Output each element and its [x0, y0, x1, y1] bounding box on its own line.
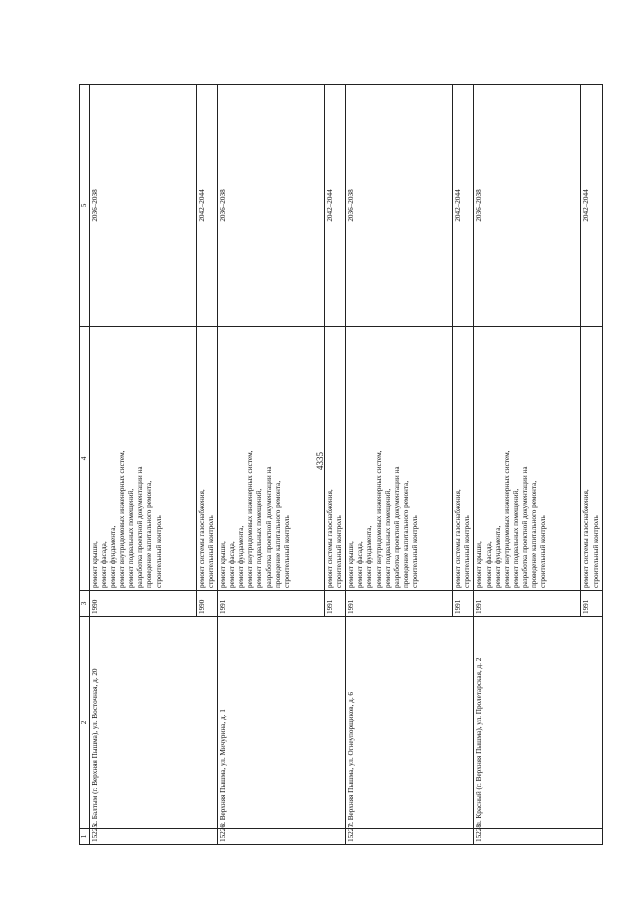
- commissioning-year: 1990: [90, 591, 197, 617]
- repair-work-item: ремонт фундамента,: [365, 525, 374, 588]
- repair-work-item: ремонт фасада,: [484, 541, 493, 588]
- repair-work-item: ремонт фасада,: [100, 541, 109, 588]
- repair-work-item: ремонт фундамента,: [237, 525, 246, 588]
- repair-work-item: разработка проектной документации на: [520, 466, 529, 588]
- repair-work-item: разработка проектной документации на: [392, 466, 401, 588]
- register-body: [90, 85, 603, 845]
- commissioning-year: 1991: [453, 591, 474, 617]
- repair-work-item: ремонт крыши,: [475, 541, 484, 588]
- repair-work-item: проведение капитального ремонта,: [273, 480, 282, 588]
- repair-work-item: строительный контроль: [207, 515, 216, 588]
- building-address: п. Красный (г. Верхняя Пышма), ул. Пролетарская, д. 2: [474, 617, 602, 829]
- planned-period: 2036–2038: [90, 85, 197, 327]
- repair-work-item: ремонт крыши,: [219, 541, 228, 588]
- commissioning-year: 1991: [346, 591, 453, 617]
- repair-works-list: [218, 327, 325, 591]
- repair-work-item: проведение капитального ремонта,: [401, 480, 410, 588]
- row-number: 15227.: [346, 829, 474, 845]
- repair-work-item: разработка проектной документации на: [136, 466, 145, 588]
- repair-work-item: ремонт внутридомовых инженерных систем,: [118, 450, 127, 588]
- planned-period: 2042–2044: [453, 85, 474, 327]
- repair-work-item: ремонт системы газоснабжения,: [582, 489, 591, 588]
- repair-work-item: ремонт внутридомовых инженерных систем,: [246, 450, 255, 588]
- planned-period: 2036–2038: [474, 85, 581, 327]
- table-row: [218, 85, 325, 845]
- repair-work-item: строительный контроль: [538, 515, 547, 588]
- building-address: г. Верхняя Пышма, ул. Мичурина, д. 1: [218, 617, 346, 829]
- table-row: [474, 85, 581, 845]
- repair-work-item: ремонт внутридомовых инженерных систем,: [374, 450, 383, 588]
- repair-work-item: строительный контроль: [282, 515, 291, 588]
- commissioning-year: 1991: [581, 591, 602, 617]
- repair-work-item: разработка проектной документации на: [264, 466, 273, 588]
- repair-work-item: ремонт крыши,: [91, 541, 100, 588]
- repair-work-item: строительный контроль: [154, 515, 163, 588]
- planned-period: 2036–2038: [218, 85, 325, 327]
- page-number: 4335: [315, 452, 325, 470]
- repair-work-item: ремонт системы газоснабжения,: [198, 489, 207, 588]
- capital-repair-register-table: [79, 84, 603, 845]
- row-number: 15226.: [218, 829, 346, 845]
- repair-works-list: [474, 327, 581, 591]
- planned-period: 2042–2044: [197, 85, 218, 327]
- repair-work-item: ремонт фасада,: [356, 541, 365, 588]
- commissioning-year: 1991: [325, 591, 346, 617]
- planned-period: 2042–2044: [325, 85, 346, 327]
- repair-work-item: проведение капитального ремонта,: [529, 480, 538, 588]
- column-numbers-row: [80, 85, 90, 845]
- repair-work-item: строительный контроль: [335, 515, 344, 588]
- row-number: 15225.: [90, 829, 218, 845]
- repair-work-item: строительный контроль: [463, 515, 472, 588]
- repair-work-item: ремонт крыши,: [347, 541, 356, 588]
- repair-work-item: проведение капитального ремонта,: [145, 480, 154, 588]
- column-header-1: 1: [80, 829, 90, 845]
- repair-work-item: ремонт подвальных помещений,: [511, 488, 520, 588]
- repair-work-item: ремонт системы газоснабжения,: [326, 489, 335, 588]
- planned-period: 2036–2038: [346, 85, 453, 327]
- commissioning-year: 1991: [474, 591, 581, 617]
- repair-works-list: [90, 327, 197, 591]
- planned-period: 2042–2044: [581, 85, 602, 327]
- commissioning-year: 1991: [218, 591, 325, 617]
- repair-work-item: строительный контроль: [591, 515, 600, 588]
- repair-works-list: [346, 327, 453, 591]
- repair-work-item: ремонт подвальных помещений,: [127, 488, 136, 588]
- repair-work-item: ремонт фундамента,: [493, 525, 502, 588]
- repair-work-item: ремонт внутридомовых инженерных систем,: [502, 450, 511, 588]
- repair-works-list: [581, 327, 602, 591]
- register-table-rotated: [79, 85, 601, 845]
- building-address: с. Балтым (г. Верхняя Пышма), ул. Восточная, д. 20: [90, 617, 218, 829]
- commissioning-year: 1990: [197, 591, 218, 617]
- column-header-4: 4: [80, 327, 90, 591]
- repair-work-item: ремонт подвальных помещений,: [383, 488, 392, 588]
- repair-works-list: [325, 327, 346, 591]
- repair-work-item: строительный контроль: [410, 515, 419, 588]
- table-row: [346, 85, 453, 845]
- repair-work-item: ремонт подвальных помещений,: [255, 488, 264, 588]
- repair-works-list: [197, 327, 218, 591]
- repair-work-item: ремонт фасада,: [228, 541, 237, 588]
- building-address: г. Верхняя Пышма, ул. Огнеупорщиков, д. 6: [346, 617, 474, 829]
- repair-work-item: ремонт фундамента,: [109, 525, 118, 588]
- row-number: 15228.: [474, 829, 602, 845]
- repair-works-list: [453, 327, 474, 591]
- repair-work-item: ремонт системы газоснабжения,: [454, 489, 463, 588]
- table-row: [90, 85, 197, 845]
- column-header-5: 5: [80, 85, 90, 327]
- column-header-2: 2: [80, 617, 90, 829]
- column-header-3: 3: [80, 591, 90, 617]
